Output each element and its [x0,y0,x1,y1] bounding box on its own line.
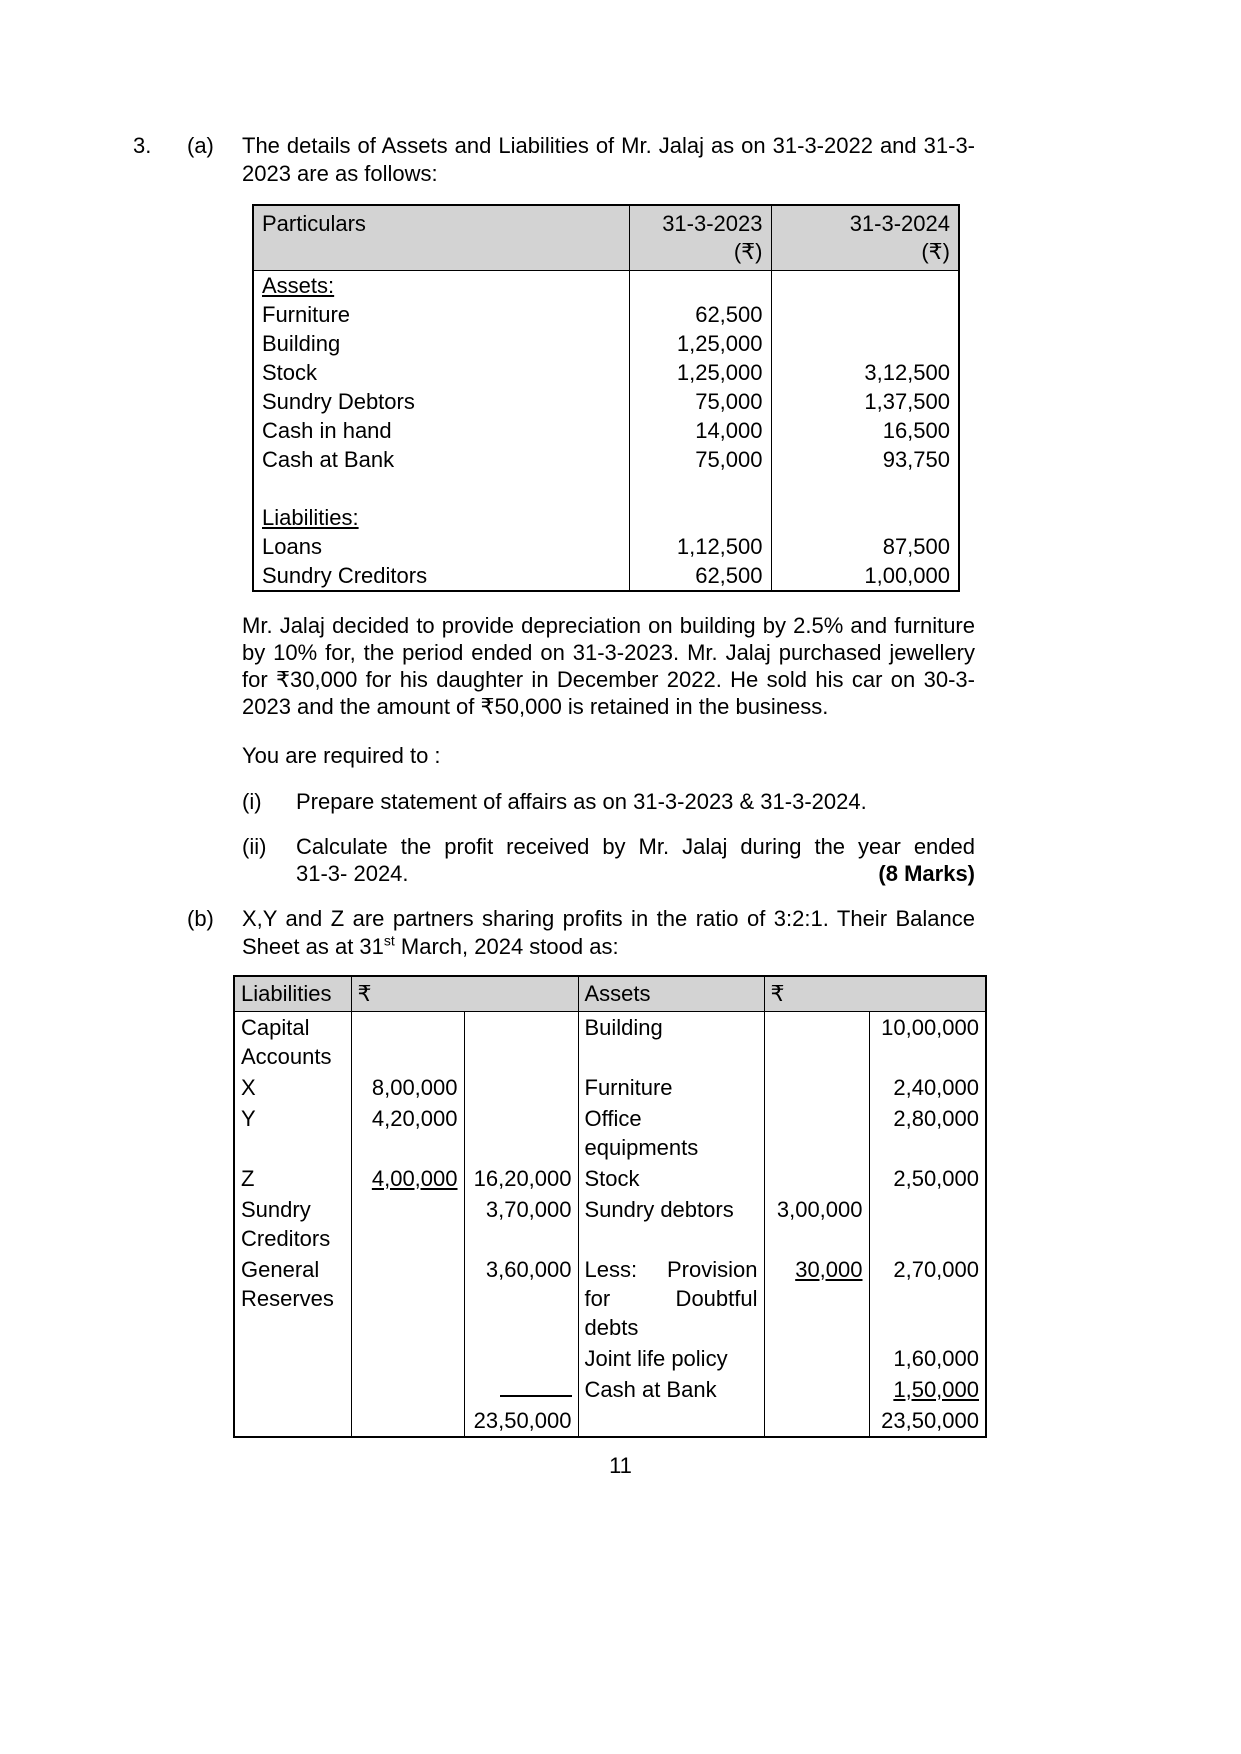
balance-sheet-row [234,1405,986,1437]
cell-asset-amount-1 [764,1072,869,1103]
cell-particulars: Liabilities: [253,503,629,532]
cell-2024 [771,300,959,329]
cell-2024: 1,00,000 [771,561,959,591]
balance-sheet-row [234,1194,986,1254]
cell-2024 [771,503,959,532]
cell-asset-amount-1 [764,1405,869,1437]
question-3a [133,132,975,887]
table-row [253,445,959,474]
col-header-liabilities: Liabilities [234,976,351,1012]
col-header-2024-date: 31-3-2024 [849,211,950,236]
cell-liability-label: General Reserves [234,1254,351,1343]
requirement-i-text: Prepare statement of affairs as on 31-3-2023 & 31-3-2024. [296,789,867,814]
cell-liability-amount-2: 16,20,000 [464,1163,578,1194]
cell-particulars: Sundry Debtors [253,387,629,416]
cell-asset-amount-2: 2,50,000 [869,1163,986,1194]
requirement-i [242,788,975,815]
cell-liability-label: Sundry Creditors [234,1194,351,1254]
part-b-intro-text-1: X,Y and Z are partners sharing profits in the ratio of 3:2:1. Their Balance Sheet as at 31 [242,906,975,959]
marks-badge: (8 Marks) [878,861,975,886]
col-header-2023-date: 31-3-2023 [662,211,763,236]
cell-liability-amount-1 [351,1405,464,1437]
col-header-liabilities-currency: ₹ [351,976,578,1012]
cell-2023 [629,474,771,503]
table-row [253,503,959,532]
assets-liabilities-table [252,204,960,592]
part-a-intro: The details of Assets and Liabilities of Mr. Jalaj as on 31-3-2022 and 31-3-2023 are as follows: [242,133,975,186]
cell-liability-amount-2 [464,1072,578,1103]
cell-2024: 87,500 [771,532,959,561]
cell-liability-amount-1 [351,1254,464,1343]
cell-asset-label: Joint life policy [578,1343,764,1374]
cell-asset-label: Stock [578,1163,764,1194]
cell-liability-amount-2 [464,1343,578,1374]
part-a-label: (a) [187,133,214,158]
table-row [253,358,959,387]
requirement-ii-text [296,833,975,887]
cell-particulars: Stock [253,358,629,387]
table-row [253,387,959,416]
cell-asset-amount-1: 30,000 [764,1254,869,1343]
ordinal-suffix: st [383,932,395,949]
cell-2023: 14,000 [629,416,771,445]
balance-sheet-row [234,1254,986,1343]
table-row [253,561,959,591]
cell-2024: 93,750 [771,445,959,474]
table-header-row [253,205,959,271]
cell-particulars [253,474,629,503]
cell-asset-amount-2: 1,60,000 [869,1343,986,1374]
cell-2023: 75,000 [629,445,771,474]
cell-asset-amount-2: 1,50,000 [869,1374,986,1405]
cell-2024: 1,37,500 [771,387,959,416]
table-row [253,532,959,561]
table-row [253,416,959,445]
col-header-assets: Assets [578,976,764,1012]
requirement-ii-date: 31-3- 2024. [296,861,409,886]
col-header-particulars: Particulars [253,205,629,271]
part-b-intro [242,905,975,961]
cell-2024: 16,500 [771,416,959,445]
part-a-paragraph: Mr. Jalaj decided to provide depreciation on building by 2.5% and furniture by 10% for, the period ended on 31-3-2023. Mr. Jalaj purchased jewellery for ₹30,000 for his daughter in December 2022. He sold his car on 30-3-2023 and the amount of ₹50,000 is retained in the business. [242,613,975,719]
cell-2023: 75,000 [629,387,771,416]
cell-liability-amount-1: 4,00,000 [351,1163,464,1194]
cell-2023: 1,12,500 [629,532,771,561]
cell-liability-amount-2 [464,1012,578,1073]
cell-particulars: Loans [253,532,629,561]
col-header-2024 [771,205,959,271]
cell-2023 [629,271,771,301]
required-intro: You are required to : [242,743,441,768]
cell-liability-label [234,1405,351,1437]
cell-particulars: Building [253,329,629,358]
cell-asset-amount-1 [764,1103,869,1163]
total-rule [500,1377,572,1397]
balance-sheet-table [233,975,987,1438]
cell-liability-label: Capital Accounts [234,1012,351,1073]
cell-liability-label [234,1374,351,1405]
balance-sheet-row [234,1103,986,1163]
balance-sheet-header-row [234,976,986,1012]
cell-liability-label: Y [234,1103,351,1163]
requirement-ii-label: (ii) [242,834,267,859]
question-number: 3. [133,133,152,158]
table-row [253,474,959,503]
cell-asset-label [578,1405,764,1437]
part-b-body [241,905,979,1438]
cell-asset-amount-1 [764,1012,869,1073]
requirement-ii [242,833,975,887]
cell-liability-amount-1 [351,1343,464,1374]
col-header-2024-currency: (₹) [921,239,950,264]
cell-asset-amount-2: 2,70,000 [869,1254,986,1343]
cell-2023: 1,25,000 [629,329,771,358]
cell-asset-amount-1 [764,1343,869,1374]
requirement-ii-line1: Calculate the profit received by Mr. Jalaj during the year ended [296,834,975,859]
cell-liability-amount-2: 3,70,000 [464,1194,578,1254]
table-row [253,271,959,301]
cell-liability-total: 23,50,000 [464,1405,578,1437]
cell-liability-label [234,1343,351,1374]
cell-liability-amount-1: 8,00,000 [351,1072,464,1103]
cell-2023 [629,503,771,532]
cell-2023: 62,500 [629,300,771,329]
question-3b [133,905,979,1438]
col-header-2023 [629,205,771,271]
cell-2024 [771,271,959,301]
cell-asset-label: Furniture [578,1072,764,1103]
cell-asset-amount-2: 2,40,000 [869,1072,986,1103]
cell-liability-amount-1 [351,1194,464,1254]
cell-asset-label: Cash at Bank [578,1374,764,1405]
cell-liability-amount-2 [464,1374,578,1405]
part-b-label: (b) [187,906,214,931]
cell-asset-label: Office equipments [578,1103,764,1163]
cell-particulars: Cash at Bank [253,445,629,474]
cell-2023: 1,25,000 [629,358,771,387]
balance-sheet-row [234,1012,986,1073]
cell-asset-label: Less: Provision for Doubtful debts [578,1254,764,1343]
cell-asset-amount-1: 3,00,000 [764,1194,869,1254]
page-number: 11 [609,1453,632,1478]
cell-asset-label: Sundry debtors [578,1194,764,1254]
col-header-assets-currency: ₹ [764,976,986,1012]
part-b-intro-text-2: March, 2024 stood as: [394,934,619,959]
requirement-i-label: (i) [242,789,262,814]
cell-asset-amount-2: 10,00,000 [869,1012,986,1073]
col-header-2023-currency: (₹) [733,239,763,264]
cell-2024 [771,474,959,503]
cell-particulars: Sundry Creditors [253,561,629,591]
cell-particulars: Assets: [253,271,629,301]
cell-asset-label: Building [578,1012,764,1073]
cell-liability-amount-1: 4,20,000 [351,1103,464,1163]
cell-liability-amount-1 [351,1374,464,1405]
cell-liability-amount-1 [351,1012,464,1073]
balance-sheet-row [234,1343,986,1374]
table-row [253,300,959,329]
cell-asset-amount-2: 2,80,000 [869,1103,986,1163]
balance-sheet-row [234,1163,986,1194]
cell-asset-amount-2 [869,1194,986,1254]
cell-liability-amount-2 [464,1103,578,1163]
table-row [253,329,959,358]
cell-liability-label: X [234,1072,351,1103]
part-a-body [242,132,975,887]
cell-asset-amount-1 [764,1374,869,1405]
balance-sheet-row [234,1374,986,1405]
cell-2024 [771,329,959,358]
balance-sheet-row [234,1072,986,1103]
cell-liability-label: Z [234,1163,351,1194]
cell-asset-amount-1 [764,1163,869,1194]
cell-particulars: Furniture [253,300,629,329]
cell-2024: 3,12,500 [771,358,959,387]
cell-2023: 62,500 [629,561,771,591]
requirement-ii-line2 [296,860,975,887]
cell-asset-total: 23,50,000 [869,1405,986,1437]
cell-liability-amount-2: 3,60,000 [464,1254,578,1343]
cell-particulars: Cash in hand [253,416,629,445]
